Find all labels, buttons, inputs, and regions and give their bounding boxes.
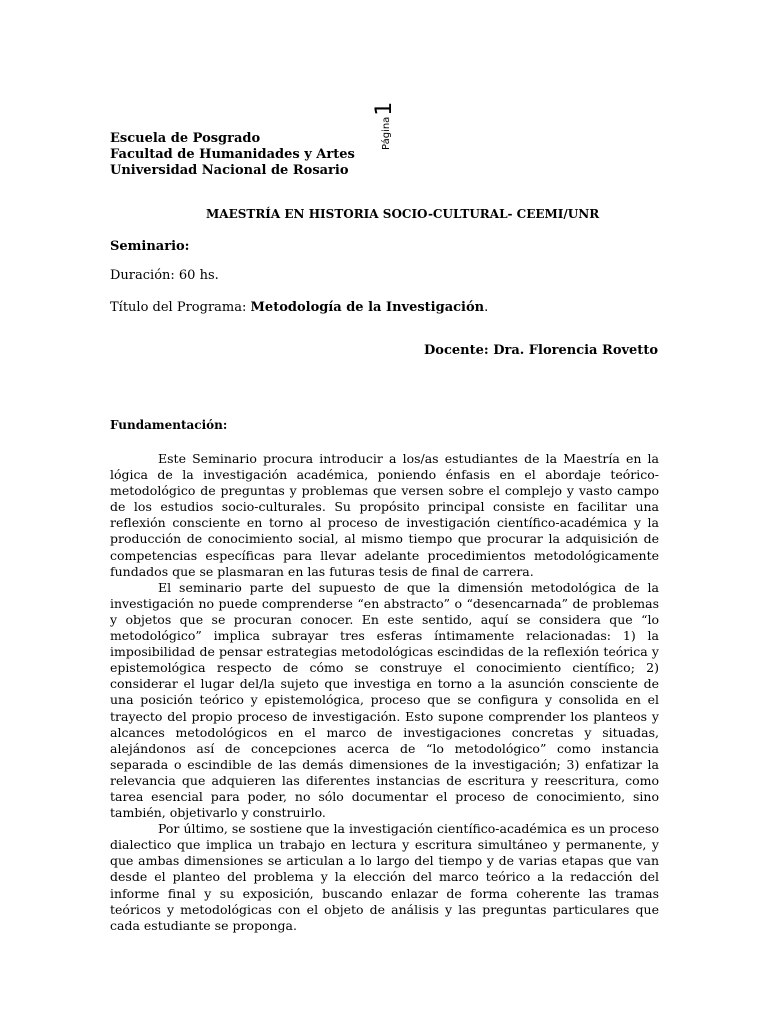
section-heading: Fundamentación: (110, 418, 228, 432)
program-end: . (484, 300, 489, 315)
program-name: Metodología de la Investigación (250, 300, 485, 315)
body-text (110, 451, 659, 934)
program-label: Título del Programa: (110, 300, 247, 315)
program-line (110, 300, 488, 315)
teacher: Docente: Dra. Florencia Rovetto (424, 343, 658, 358)
page-number-label: Página (381, 116, 392, 150)
duration: Duración: 60 hs. (110, 268, 219, 283)
institution-header (110, 131, 355, 179)
program-title: MAESTRÍA EN HISTORIA SOCIO-CULTURAL- CEEMI/UNR (206, 207, 600, 221)
page-number-value: 1 (372, 101, 397, 116)
page-number (372, 92, 402, 152)
school-name: Escuela de Posgrado (110, 131, 261, 146)
paragraph: Este Seminario procura introducir a los/as estudiantes de la Maestría en la lógica de la investigación académica, poniendo énfasis en el abordaje teórico-metodológico de preguntas y problemas que versen sobre el complejo y vasto campo de los estudios socio-culturales. Su propósito principal consiste en facilitar una reflexión consciente en torno al proceso de investigación científico-académica y la producción de conocimiento social, al mismo tiempo que procurar la adquisición de competencias específicas para llevar adelante procedimientos metodológicamente fundados que se plasmaran en las futuras tesis de final de carrera. (110, 451, 659, 579)
paragraph: Por último, se sostiene que la investigación científico-académica es un proceso dialectico que implica un trabajo en lectura y escritura simultáneo y permanente, y que ambas dimensiones se articulan a lo largo del tiempo y de varias etapas que van desde el planteo del problema y la elección del marco teórico a la redacción del informe final y su exposición, buscando enlazar de forma coherente las tramas teóricos y metodológicas con el objeto de análisis y las preguntas particulares que cada estudiante se proponga. (110, 821, 659, 933)
paragraph: El seminario parte del supuesto de que la dimensión metodológica de la investigación no puede comprenderse “en abstracto” o “desencarnada” de problemas y objetos que se procuran conocer. En este sentido, aquí se considera que “lo metodológico” implica subrayar tres esferas íntimamente relacionadas: 1) la imposibilidad de pensar estrategias metodológicas escindidas de la reflexión teórica y epistemológica respecto de cómo se construye el conocimiento científico; 2) considerar el lugar del/la sujeto que investiga en torno a la asunción consciente de una posición teórico y epistemológica, proceso que se configura y consolida en el trayecto del propio proceso de investigación. Esto supone comprender los planteos y alcances metodológicos en el marco de investigaciones concretas y situadas, alejándonos así de concepciones acerca de “lo metodológico” como instancia separada o escindible de las demás dimensiones de la investigación; 3) enfatizar la relevancia que adquieren las diferentes instancias de escritura y reescritura, como tarea esencial para poder, no sólo documentar el proceso de conocimiento, sino también, objetivarlo y construirlo. (110, 579, 659, 821)
seminar-label: Seminario: (110, 239, 190, 254)
faculty-name: Facultad de Humanidades y Artes (110, 147, 355, 162)
university-name: Universidad Nacional de Rosario (110, 163, 349, 178)
